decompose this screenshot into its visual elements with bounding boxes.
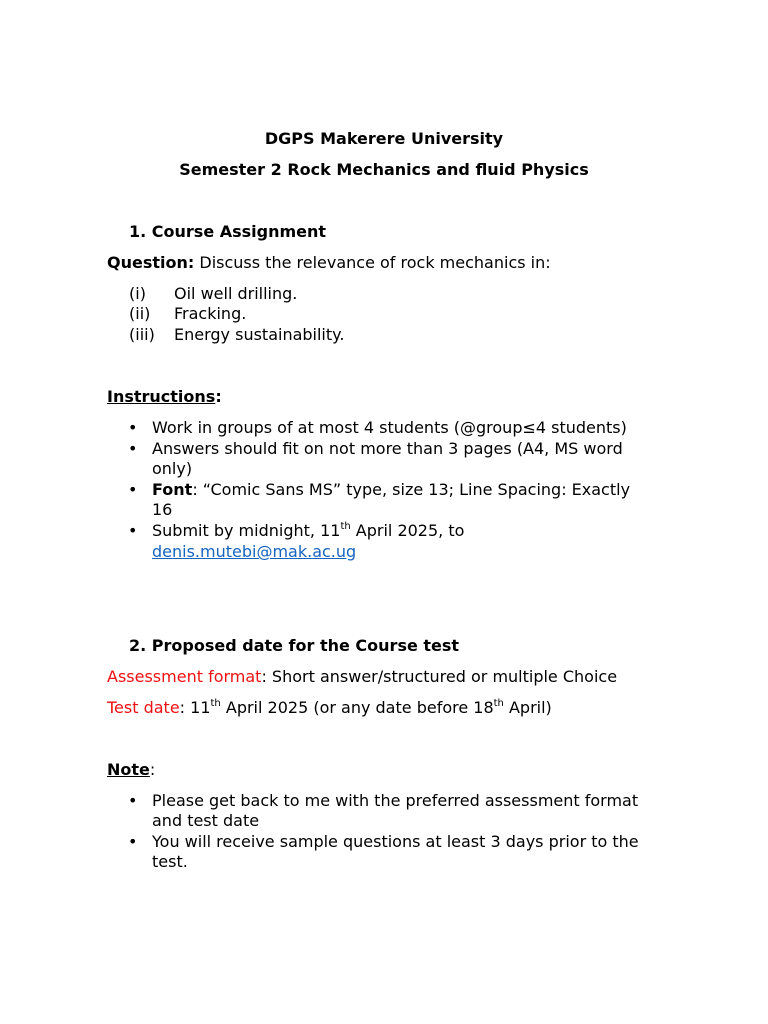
note-text: Please get back to me with the preferred assessment format <box>152 791 639 810</box>
instruction-text: 16 <box>152 500 173 519</box>
note-colon: : <box>149 760 156 779</box>
instruction-text <box>152 521 464 541</box>
item-number: (ii) <box>129 304 151 323</box>
item-text: Fracking. <box>174 304 247 323</box>
ordinal-suffix: th <box>340 520 351 532</box>
bullet-icon: • <box>128 521 138 540</box>
note-text: You will receive sample questions at least 3 days prior to the <box>152 832 639 851</box>
course-test-heading: 2. Proposed date for the Course test <box>129 636 460 655</box>
course-title: Semester 2 Rock Mechanics and fluid Physics <box>179 160 589 179</box>
font-label: Font <box>152 480 193 499</box>
email-link[interactable] <box>152 542 356 562</box>
question-text: Discuss the relevance of rock mechanics in: <box>194 253 551 272</box>
item-number: (iii) <box>129 325 155 344</box>
question-paragraph <box>107 253 551 273</box>
item-text: Oil well drilling. <box>174 284 298 303</box>
bullet-icon: • <box>128 418 138 437</box>
item-number: (i) <box>129 284 146 303</box>
bullet-icon: • <box>128 832 138 851</box>
course-assignment-heading: 1. Course Assignment <box>129 222 327 241</box>
ordinal-suffix: th <box>493 697 504 709</box>
submit-text-end: April 2025, to <box>350 521 465 540</box>
test-date-post: April) <box>503 698 552 717</box>
instruction-text: Work in groups of at most 4 students (@group≤4 students) <box>152 418 627 437</box>
bullet-icon: • <box>128 480 138 499</box>
question-label: Question: <box>107 253 195 272</box>
bullet-icon: • <box>128 439 138 458</box>
instructions-colon: : <box>215 387 222 406</box>
font-spec: : “Comic Sans MS” type, size 13; Line Spacing: Exactly <box>192 480 631 499</box>
bullet-icon: • <box>128 791 138 810</box>
test-date-pre: : 11 <box>179 698 211 717</box>
test-date-line <box>107 698 552 718</box>
instruction-text: only) <box>152 459 193 478</box>
submit-text: Submit by midnight, 11 <box>152 521 341 540</box>
university-title: DGPS Makerere University <box>264 129 504 148</box>
note-text: test. <box>152 852 188 871</box>
test-date-label: Test date <box>107 698 180 717</box>
instructions-heading <box>107 387 222 407</box>
note-text: and test date <box>152 811 260 830</box>
instructions-label: Instructions <box>107 387 216 406</box>
test-date-mid: April 2025 (or any date before 18 <box>220 698 494 717</box>
note-label: Note <box>107 760 150 779</box>
assessment-format-label: Assessment format <box>107 667 262 686</box>
instruction-text: Answers should fit on not more than 3 pages (A4, MS word <box>152 439 623 458</box>
assessment-format-line <box>107 667 617 687</box>
ordinal-suffix: th <box>210 697 221 709</box>
instruction-text <box>152 480 630 500</box>
assessment-format-text: : Short answer/structured or multiple Choice <box>261 667 618 686</box>
item-text: Energy sustainability. <box>174 325 345 344</box>
note-heading <box>107 760 155 780</box>
email-address[interactable]: denis.mutebi@mak.ac.ug <box>152 542 357 561</box>
